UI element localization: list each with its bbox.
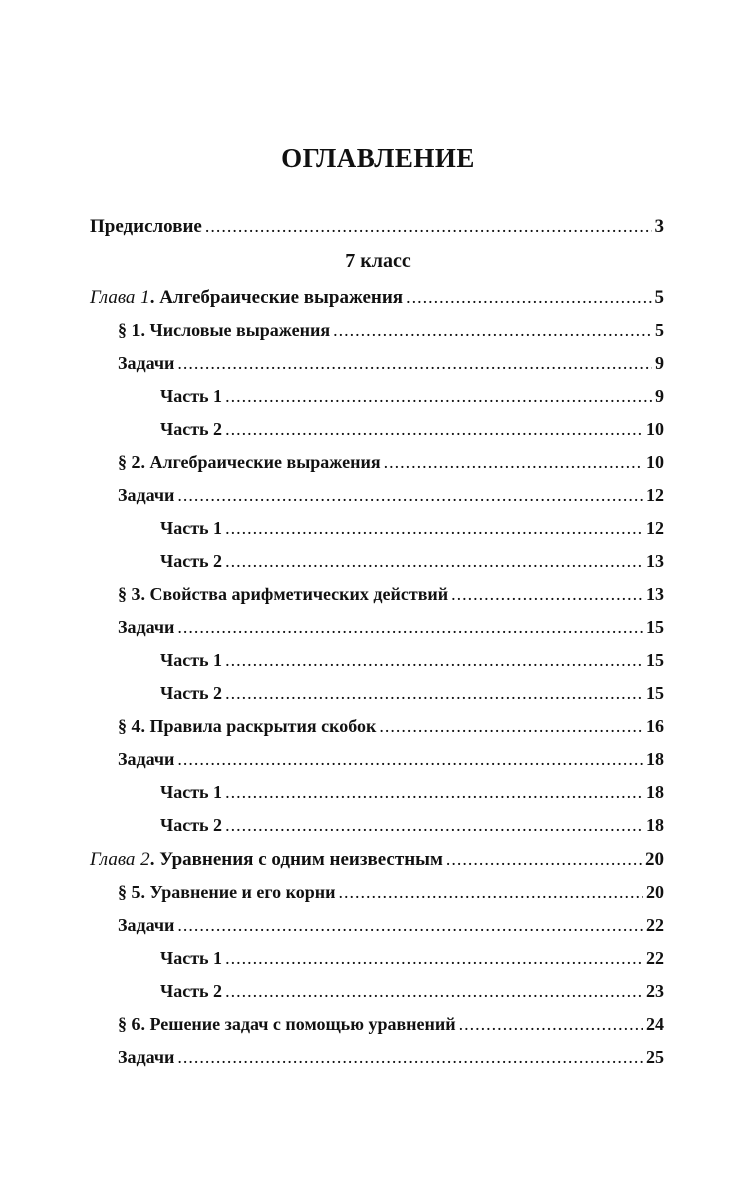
toc-entry-page: 18 — [646, 749, 664, 769]
leader-dots — [225, 680, 643, 706]
toc-entry-page: 18 — [646, 782, 664, 802]
toc-entry-section[interactable] — [118, 581, 664, 607]
toc-entry-page: 16 — [646, 716, 664, 736]
toc-entry-label: Задачи — [118, 485, 175, 505]
toc-entry-label: § 1. Числовые выражения — [118, 320, 331, 340]
toc-entry-label: Часть 2 — [160, 551, 223, 571]
leader-dots — [225, 383, 652, 409]
toc-entry-page: 3 — [654, 216, 664, 237]
toc-entry-page: 12 — [646, 518, 664, 538]
toc-entry-label: Задачи — [118, 1047, 175, 1067]
toc-entry-part[interactable] — [160, 416, 664, 442]
toc-entry-page: 22 — [646, 915, 664, 935]
toc-entry-page: 12 — [646, 485, 664, 505]
toc-title: ОГЛАВЛЕНИЕ — [281, 143, 475, 173]
toc-entry-label: Часть 1 — [160, 518, 223, 538]
leader-dots — [451, 581, 643, 607]
toc-entry-tasks[interactable] — [118, 350, 664, 376]
leader-dots — [459, 1011, 643, 1037]
toc-entry-page: 15 — [646, 683, 664, 703]
toc-entry-part[interactable] — [160, 515, 664, 541]
toc-entry-label: Часть 2 — [160, 419, 223, 439]
leader-dots — [225, 779, 643, 805]
toc-entry-section[interactable] — [118, 317, 664, 343]
toc-entry-label: § 6. Решение задач с помощью уравнений — [118, 1014, 456, 1034]
toc-entry-label: Часть 2 — [160, 981, 223, 1001]
toc-entry-part[interactable] — [160, 945, 664, 971]
chapter-prefix: Глава 2 — [90, 849, 150, 870]
leader-dots — [333, 317, 652, 343]
toc-entry-label: Задачи — [118, 915, 175, 935]
leader-dots — [225, 647, 643, 673]
toc-entry-part[interactable] — [160, 779, 664, 805]
toc-entry-section[interactable] — [118, 449, 664, 475]
toc-entry-label: Предисловие — [90, 216, 202, 237]
toc-entry-page: 13 — [646, 584, 664, 604]
toc-entry-page: 5 — [655, 320, 664, 340]
leader-dots — [225, 515, 643, 541]
toc-entry-section[interactable] — [118, 879, 664, 905]
toc-entry-page: 5 — [654, 287, 664, 308]
toc-entry-label: § 5. Уравнение и его корни — [118, 882, 336, 902]
toc-entry-part[interactable] — [160, 680, 664, 706]
toc-entry-section[interactable] — [118, 1011, 664, 1037]
leader-dots — [177, 912, 643, 938]
toc-entry-page: 13 — [646, 551, 664, 571]
toc-entry-label: § 2. Алгебраические выражения — [118, 452, 381, 472]
toc-entry-part[interactable] — [160, 978, 664, 1004]
toc-entry-label: § 4. Правила раскрытия скобок — [118, 716, 377, 736]
leader-dots — [177, 482, 643, 508]
toc-entry-part[interactable] — [160, 548, 664, 574]
toc-entry-page: 18 — [646, 815, 664, 835]
chapter-title: . Уравнения с одним неизвестным — [149, 849, 443, 870]
toc-entry-label: Часть 1 — [160, 386, 223, 406]
toc-entry-preface[interactable] — [90, 213, 664, 239]
toc-entry-tasks[interactable] — [118, 614, 664, 640]
toc-entry-page: 22 — [646, 948, 664, 968]
toc-entry-label: Часть 2 — [160, 815, 223, 835]
toc-entry-page: 10 — [646, 419, 664, 439]
leader-dots — [379, 713, 643, 739]
toc-entry-label: Часть 1 — [160, 782, 223, 802]
toc-entry-label: Задачи — [118, 617, 175, 637]
toc-entry-page: 10 — [646, 452, 664, 472]
toc-entry-chapter-2[interactable] — [90, 846, 664, 872]
toc-entry-part[interactable] — [160, 812, 664, 838]
leader-dots — [177, 746, 643, 772]
toc-entry-page: 20 — [645, 849, 664, 870]
toc-entry-page: 25 — [646, 1047, 664, 1067]
toc-entry-tasks[interactable] — [118, 1044, 664, 1070]
toc-entry-label: § 3. Свойства арифметических действий — [118, 584, 449, 604]
leader-dots — [225, 945, 643, 971]
toc-entry-page: 9 — [655, 353, 664, 373]
leader-dots — [177, 1044, 643, 1070]
toc-entry-label: Задачи — [118, 353, 175, 373]
leader-dots — [406, 284, 651, 310]
toc-entry-label: Часть 1 — [160, 948, 223, 968]
chapter-prefix: Глава 1 — [90, 287, 150, 308]
toc-entry-tasks[interactable] — [118, 482, 664, 508]
toc-entry-tasks[interactable] — [118, 912, 664, 938]
leader-dots — [446, 846, 642, 872]
toc-entry-part[interactable] — [160, 383, 664, 409]
toc-entry-page: 20 — [646, 882, 664, 902]
toc-entry-tasks[interactable] — [118, 746, 664, 772]
toc-entry-label: Часть 2 — [160, 683, 223, 703]
leader-dots — [177, 350, 652, 376]
leader-dots — [205, 213, 652, 239]
toc-entry-page: 15 — [646, 617, 664, 637]
toc-entry-page: 24 — [646, 1014, 664, 1034]
toc-entry-label — [90, 285, 403, 311]
grade-heading: 7 класс — [345, 250, 411, 272]
leader-dots — [177, 614, 643, 640]
leader-dots — [225, 812, 643, 838]
leader-dots — [225, 548, 643, 574]
toc-entry-label: Часть 1 — [160, 650, 223, 670]
toc-entry-chapter-1[interactable] — [90, 284, 664, 310]
toc-entry-page: 9 — [655, 386, 664, 406]
toc-entry-part[interactable] — [160, 647, 664, 673]
toc-entry-label: Задачи — [118, 749, 175, 769]
toc-entry-page: 15 — [646, 650, 664, 670]
leader-dots — [384, 449, 643, 475]
toc-entry-page: 23 — [646, 981, 664, 1001]
toc-entry-label — [90, 847, 443, 873]
leader-dots — [339, 879, 643, 905]
toc-entry-section[interactable] — [118, 713, 664, 739]
leader-dots — [225, 978, 643, 1004]
leader-dots — [225, 416, 643, 442]
chapter-title: . Алгебраические выражения — [149, 287, 404, 308]
